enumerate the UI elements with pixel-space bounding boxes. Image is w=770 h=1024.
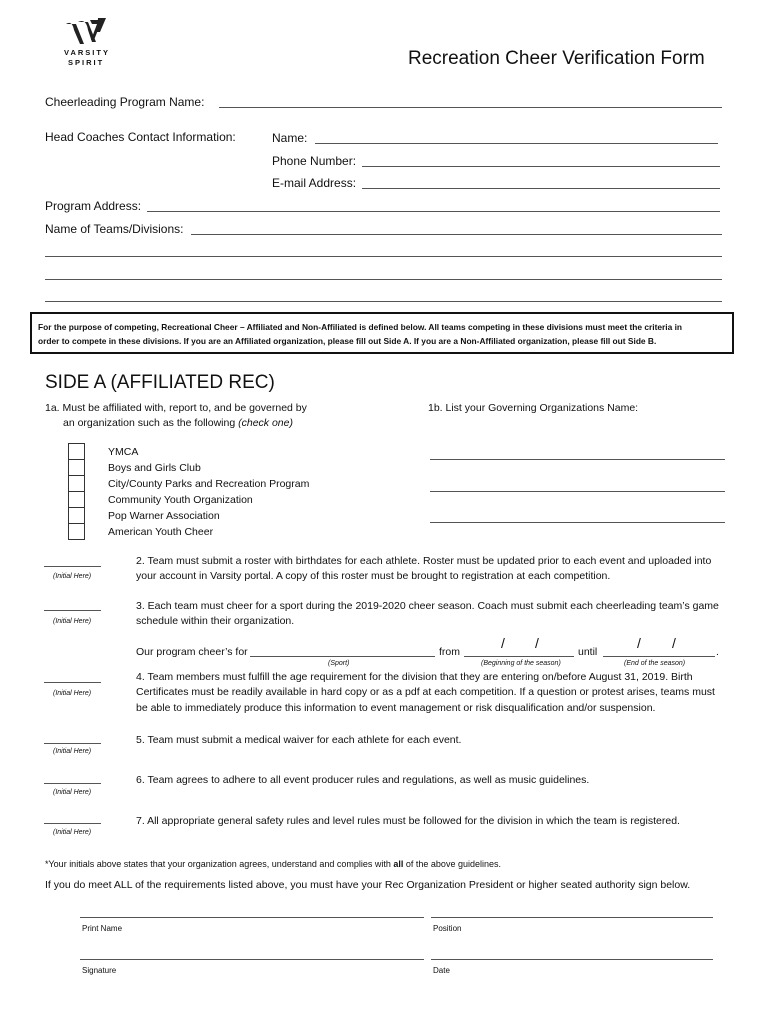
- season-end-field[interactable]: [603, 656, 715, 657]
- program-name-field[interactable]: [219, 107, 722, 108]
- notice-line-1: For the purpose of competing, Recreational Cheer – Affiliated and Non-Affiliated is defined below. All teams competing in these divisions must meet the criteria in: [38, 322, 683, 332]
- head-coach-label: Head Coaches Contact Information:: [45, 130, 236, 144]
- teams-label: Name of Teams/Divisions:: [45, 222, 184, 236]
- req-5: 5. Team must submit a medical waiver for each athlete for each event.: [136, 734, 462, 746]
- footnote: [45, 859, 501, 869]
- print-name-field[interactable]: [80, 917, 424, 918]
- initial-label-5: (Initial Here): [53, 748, 92, 755]
- season-begin-field[interactable]: [464, 656, 574, 657]
- program-name-label: Cheerleading Program Name:: [45, 95, 205, 109]
- program-address-label: Program Address:: [45, 199, 142, 213]
- until-label: until: [578, 646, 598, 658]
- position-field[interactable]: [431, 917, 713, 918]
- req-4-line-3: be able to immediately produce this information to event management or risk disqualification and/or suspension.: [136, 702, 656, 714]
- checkbox-pop-warner[interactable]: [68, 507, 85, 524]
- coach-name-field[interactable]: [315, 143, 718, 144]
- req-1a-line-2-text: an organization such as the following: [63, 417, 239, 429]
- begin-slash-2: /: [535, 635, 539, 651]
- print-name-label: Print Name: [82, 924, 123, 933]
- footnote-post: of the above guidelines.: [403, 859, 501, 869]
- initial-field-3[interactable]: [44, 610, 101, 611]
- phone-label: Phone Number:: [272, 154, 357, 168]
- req-1b-label: 1b. List your Governing Organizations Name:: [428, 402, 639, 414]
- date-label: Date: [433, 966, 450, 975]
- sport-caption: (Sport): [328, 660, 350, 667]
- notice-line-2: order to compete in these divisions. If you are an Affiliated organization, please fill out Side A. If you are a Non-Affiliated organization, please fill out Side B.: [38, 336, 657, 346]
- position-label: Position: [433, 924, 462, 933]
- notice-box: [30, 312, 734, 354]
- governing-org-field[interactable]: [430, 491, 725, 492]
- varsity-logo-icon: [64, 16, 110, 46]
- sign-instruction: If you do meet ALL of the requirements listed above, you must have your Rec Organization President or higher seated authority sign below.: [45, 879, 691, 891]
- footnote-bold: all: [393, 859, 404, 869]
- option-american-youth-cheer: American Youth Cheer: [108, 526, 214, 538]
- email-label: E-mail Address:: [272, 176, 357, 190]
- end-period: .: [716, 646, 719, 658]
- checkbox-community-youth[interactable]: [68, 491, 85, 508]
- checkbox-parks-recreation[interactable]: [68, 475, 85, 492]
- governing-org-field[interactable]: [430, 459, 725, 460]
- check-one-note: (check one): [238, 417, 293, 429]
- initial-field-2[interactable]: [44, 566, 101, 567]
- checkbox-american-youth-cheer[interactable]: [68, 523, 85, 540]
- checkbox-boys-girls-club[interactable]: [68, 459, 85, 476]
- option-community-youth: Community Youth Organization: [108, 494, 253, 506]
- date-field[interactable]: [431, 959, 713, 960]
- footnote-pre: *Your initials above states that your organization agrees, understand and complies with: [45, 859, 394, 869]
- req-6: 6. Team agrees to adhere to all event producer rules and regulations, as well as music guidelines.: [136, 774, 590, 786]
- initial-label-6: (Initial Here): [53, 789, 92, 796]
- option-parks-recreation: City/County Parks and Recreation Program: [108, 478, 310, 490]
- form-title: Recreation Cheer Verification Form: [408, 48, 705, 69]
- req-4-line-1: 4. Team members must fulfill the age requirement for the division that they are entering on/before August 31, 2019. Birth: [136, 671, 693, 683]
- email-field[interactable]: [362, 188, 720, 189]
- initial-field-5[interactable]: [44, 743, 101, 744]
- teams-field[interactable]: [191, 234, 722, 235]
- initial-label-3: (Initial Here): [53, 618, 92, 625]
- logo-text-spirit: SPIRIT: [68, 58, 105, 67]
- end-slash-1: /: [637, 635, 641, 651]
- option-ymca: YMCA: [108, 446, 139, 458]
- teams-field-extra[interactable]: [45, 301, 722, 302]
- signature-field[interactable]: [80, 959, 424, 960]
- side-a-heading: SIDE A (AFFILIATED REC): [45, 372, 275, 393]
- varsity-spirit-logo: [58, 14, 118, 70]
- coach-name-label: Name:: [272, 131, 308, 145]
- sport-field[interactable]: [250, 656, 435, 657]
- initial-label-7: (Initial Here): [53, 829, 92, 836]
- req-3-line-2: schedule within their organization.: [136, 615, 295, 627]
- req-2-line-2: your account in Varsity portal. A copy of this roster must be brought to registration at each competition.: [136, 570, 611, 582]
- req-3-line-1: 3. Each team must cheer for a sport during the 2019-2020 cheer season. Coach must submit each cheerleading team’s game: [136, 600, 719, 612]
- logo-text-varsity: VARSITY: [64, 48, 110, 57]
- option-pop-warner: Pop Warner Association: [108, 510, 220, 522]
- req-4-line-2: Certificates must be readily available in hard copy or as a pdf at each competition. If a question or protest arises, teams must: [136, 686, 715, 698]
- signature-label: Signature: [82, 966, 117, 975]
- initial-label-2: (Initial Here): [53, 573, 92, 580]
- checkbox-ymca[interactable]: [68, 443, 85, 460]
- teams-field-extra[interactable]: [45, 256, 722, 257]
- teams-field-extra[interactable]: [45, 279, 722, 280]
- req-2-line-1: 2. Team must submit a roster with birthdates for each athlete. Roster must be updated prior to each event and uploaded into: [136, 555, 712, 567]
- governing-org-field[interactable]: [430, 522, 725, 523]
- option-boys-girls-club: Boys and Girls Club: [108, 462, 201, 474]
- from-label: from: [439, 646, 460, 658]
- initial-field-4[interactable]: [44, 682, 101, 683]
- req-1a-line-1: 1a. Must be affiliated with, report to, and be governed by: [45, 402, 307, 414]
- initial-field-6[interactable]: [44, 783, 101, 784]
- end-slash-2: /: [672, 635, 676, 651]
- begin-slash-1: /: [501, 635, 505, 651]
- season-begin-caption: (Beginning of the season): [481, 660, 561, 667]
- initial-label-4: (Initial Here): [53, 690, 92, 697]
- req-1a-line-2: [63, 417, 293, 429]
- season-end-caption: (End of the season): [624, 660, 686, 667]
- phone-field[interactable]: [362, 166, 720, 167]
- req-7: 7. All appropriate general safety rules and level rules must be followed for the division in which the team is registered.: [136, 815, 680, 827]
- initial-field-7[interactable]: [44, 823, 101, 824]
- program-address-field[interactable]: [147, 211, 720, 212]
- cheers-for-label: Our program cheer’s for: [136, 646, 248, 658]
